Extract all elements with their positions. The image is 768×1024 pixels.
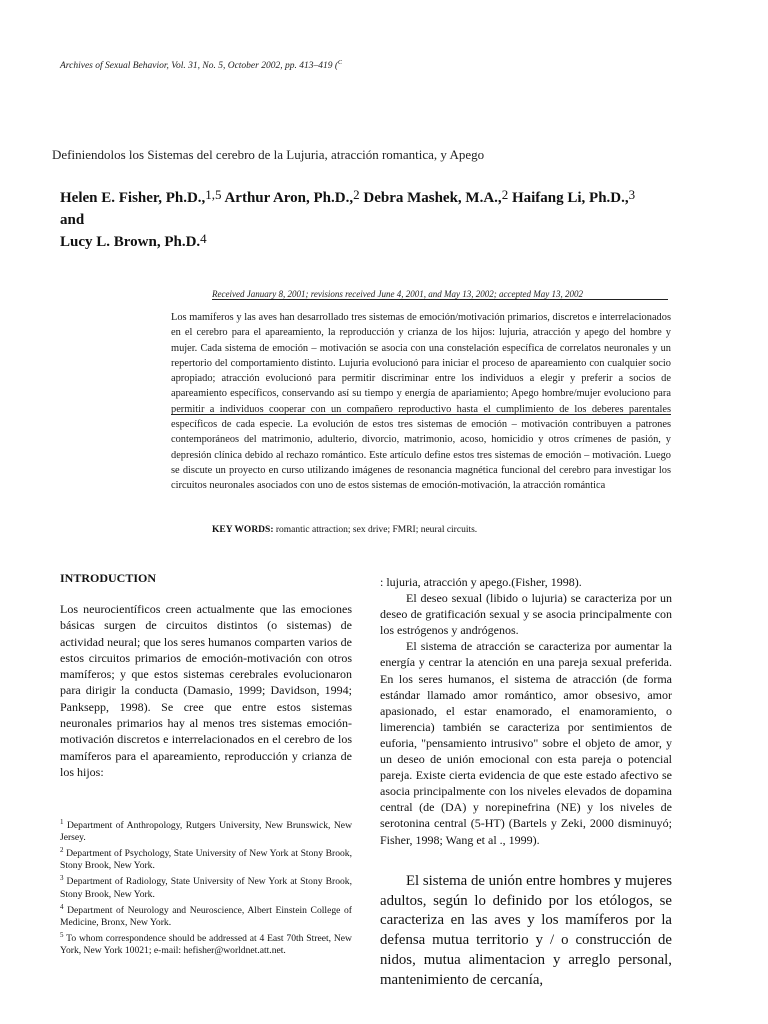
paragraph-sexual-desire: El deseo sexual (libido o lujuria) se caracteriza por un deseo de gratificación sexual y se asocia principalmente con los estrógenos y andrógenos.: [380, 591, 672, 638]
affiliation-mark: 4: [200, 231, 207, 246]
footnote: $^1$ Department of Anthropology, Rutgers University, New Brunswick, New Jersey.: [60, 818, 352, 844]
affiliation-mark: 1,5: [205, 187, 222, 202]
received-dates: Received January 8, 2001; revisions received June 4, 2001, and May 13, 2002; accepted May 13, 2002: [212, 289, 668, 300]
footnotes: [60, 816, 352, 957]
affiliation-mark: 2: [353, 187, 360, 202]
author-li: Haifang Li, Ph.D.,: [508, 190, 629, 206]
author-aron: Arthur Aron, Ph.D.,: [221, 190, 354, 206]
footnote: $^4$ Department of Neurology and Neuroscience, Albert Einstein College of Medicine, Bronx, New York.: [60, 902, 352, 928]
section-heading-introduction: INTRODUCTION: [60, 571, 157, 585]
paragraph-attachment: El sistema de unión entre hombres y mujeres adultos, según lo definido por los etólogos, se caracteriza en las aves y los mamíferos por la defensa mutua territorio y / o construcción de nidos, mutua alimentacion y arreglo personal, mantenimiento de cercanía,: [380, 873, 672, 988]
keywords: [212, 525, 477, 535]
journal-citation: Archives of Sexual Behavior, Vol. 31, No. 5, October 2002, pp. 413–419 ($^C$: [60, 60, 343, 72]
author-brown: Lucy L. Brown, Ph.D.: [60, 234, 201, 250]
keywords-label: KEY WORDS:: [212, 525, 274, 535]
footnote: $^2$ Department of Psychology, State University of New York at Stony Brook, Stony Brook, New York.: [60, 846, 352, 872]
author-conjunction: and: [60, 211, 85, 228]
affiliation-mark: 3: [628, 187, 636, 202]
copyright-mark: C: [338, 60, 343, 66]
affiliation-mark: 2: [501, 187, 509, 202]
intro-paragraph: Los neurocientíficos creen actualmente que las emociones básicas surgen de circuitos distintos (o sistemas) de actividad neural; que los seres humanos comparten varios de estos circuitos primarios de emoción-motivación con otros mamíferos; y que estos sistemas cerebrales evolucionaron para dirigir la conducta (Damasio, 1999; Davidson, 1994; Panksepp, 1998). Se cree que entre estos sistemas neuronales primarios hay al menos tres sistemas emoción-motivación discretos e interrelacionados en el cerebro de los mamíferos para el apareamiento, reproducción y crianza de los hijos:: [60, 602, 352, 779]
paper-title: Definiendolos los Sistemas del cerebro de la Lujuria, atracción romantica, y Apego: [52, 147, 485, 162]
abstract: Los mamíferos y las aves han desarrollado tres sistemas de emoción/motivación primarios, discretos e interrelacionados en el cerebro para el apareamiento, la reproducción y crianza de los hijos: lujuria, atracción y apego del hombre y mujer. Cada sistema de emoción – motivación se asocia con una constelación específica de correlatos neuronales y un repertorio del comportamiento distinto. Lujuria evolucionó para iniciar el proceso de apareamiento con cualquier socio apropiado; atracción evolucionó para permitir discriminar entre los individuos a elegir y preferir a socios de apareamiento específicos, conservando así su tiempo y energía de apariamiento; Apego hombre/mujer evoluciono para permitir a individuos cooperar con un compañero reproductivo hasta el cumplimiento de los deberes parentales específicos de cada especie. La evolución de estos tres sistemas de emoción – motivación contribuyen a patrones contemporáneos del matrimonio, adulterio, divorcio, matrimonio, acoso, homicidio y otros crímenes de pasión, y depresión clínica debido al rechazo romántico. Este artículo define estos tres sistemas de emoción – motivación. Luego se discute un proyecto en curso utilizando imágenes de resonancia magnética funcional del cerebro para investigar los circuitos neuronales asociados con uno de estos sistemas de emoción-motivación, la atracción romántica: [171, 312, 671, 492]
paragraph-continuation: : lujuria, atracción y apego.(Fisher, 1998).: [380, 575, 582, 589]
keywords-text: romantic attraction; sex drive; FMRI; neural circuits.: [273, 525, 478, 535]
footnote: $^3$ Department of Radiology, State University of New York at Stony Brook, Stony Brook, New York.: [60, 874, 352, 900]
author-mashek: Debra Mashek, M.A.,: [359, 190, 502, 206]
author-list: [60, 187, 680, 254]
footnote: $^5$ To whom correspondence should be addressed at 4 East 70th Street, New York, New York 10021; e-mail: hefisher@worldnet.att.net.: [60, 930, 352, 956]
paragraph-attraction: El sistema de atracción se caracteriza por aumentar la energía y centrar la atención en una pareja sexual preferida. En los seres humanos, el sistema de atracción (de forma estándar llamado amor romántico, amor obsesivo, amor apasionado, el estar enamorado, el enamoramiento, o limerencia) también se caracteriza por sentimientos de euforia, "pensamiento intrusivo" sobre el objeto de amor, y un deseo de unión emocional con esta pareja o potencial pareja. Existe cierta evidencia de que este estado afectivo se asocia principalmente con los niveles elevados de dopamina central (de (DA) y norepinefrina (NE) y los niveles de serotonina central (5-HT) (Bartels y Zeki, 2000 disminuyó; Fisher, 1998; Wang et al ., 1999).: [380, 639, 672, 847]
strikethrough-line: [171, 414, 671, 415]
author-fisher: Helen E. Fisher, Ph.D.,: [60, 190, 206, 206]
right-column: [380, 574, 672, 848]
